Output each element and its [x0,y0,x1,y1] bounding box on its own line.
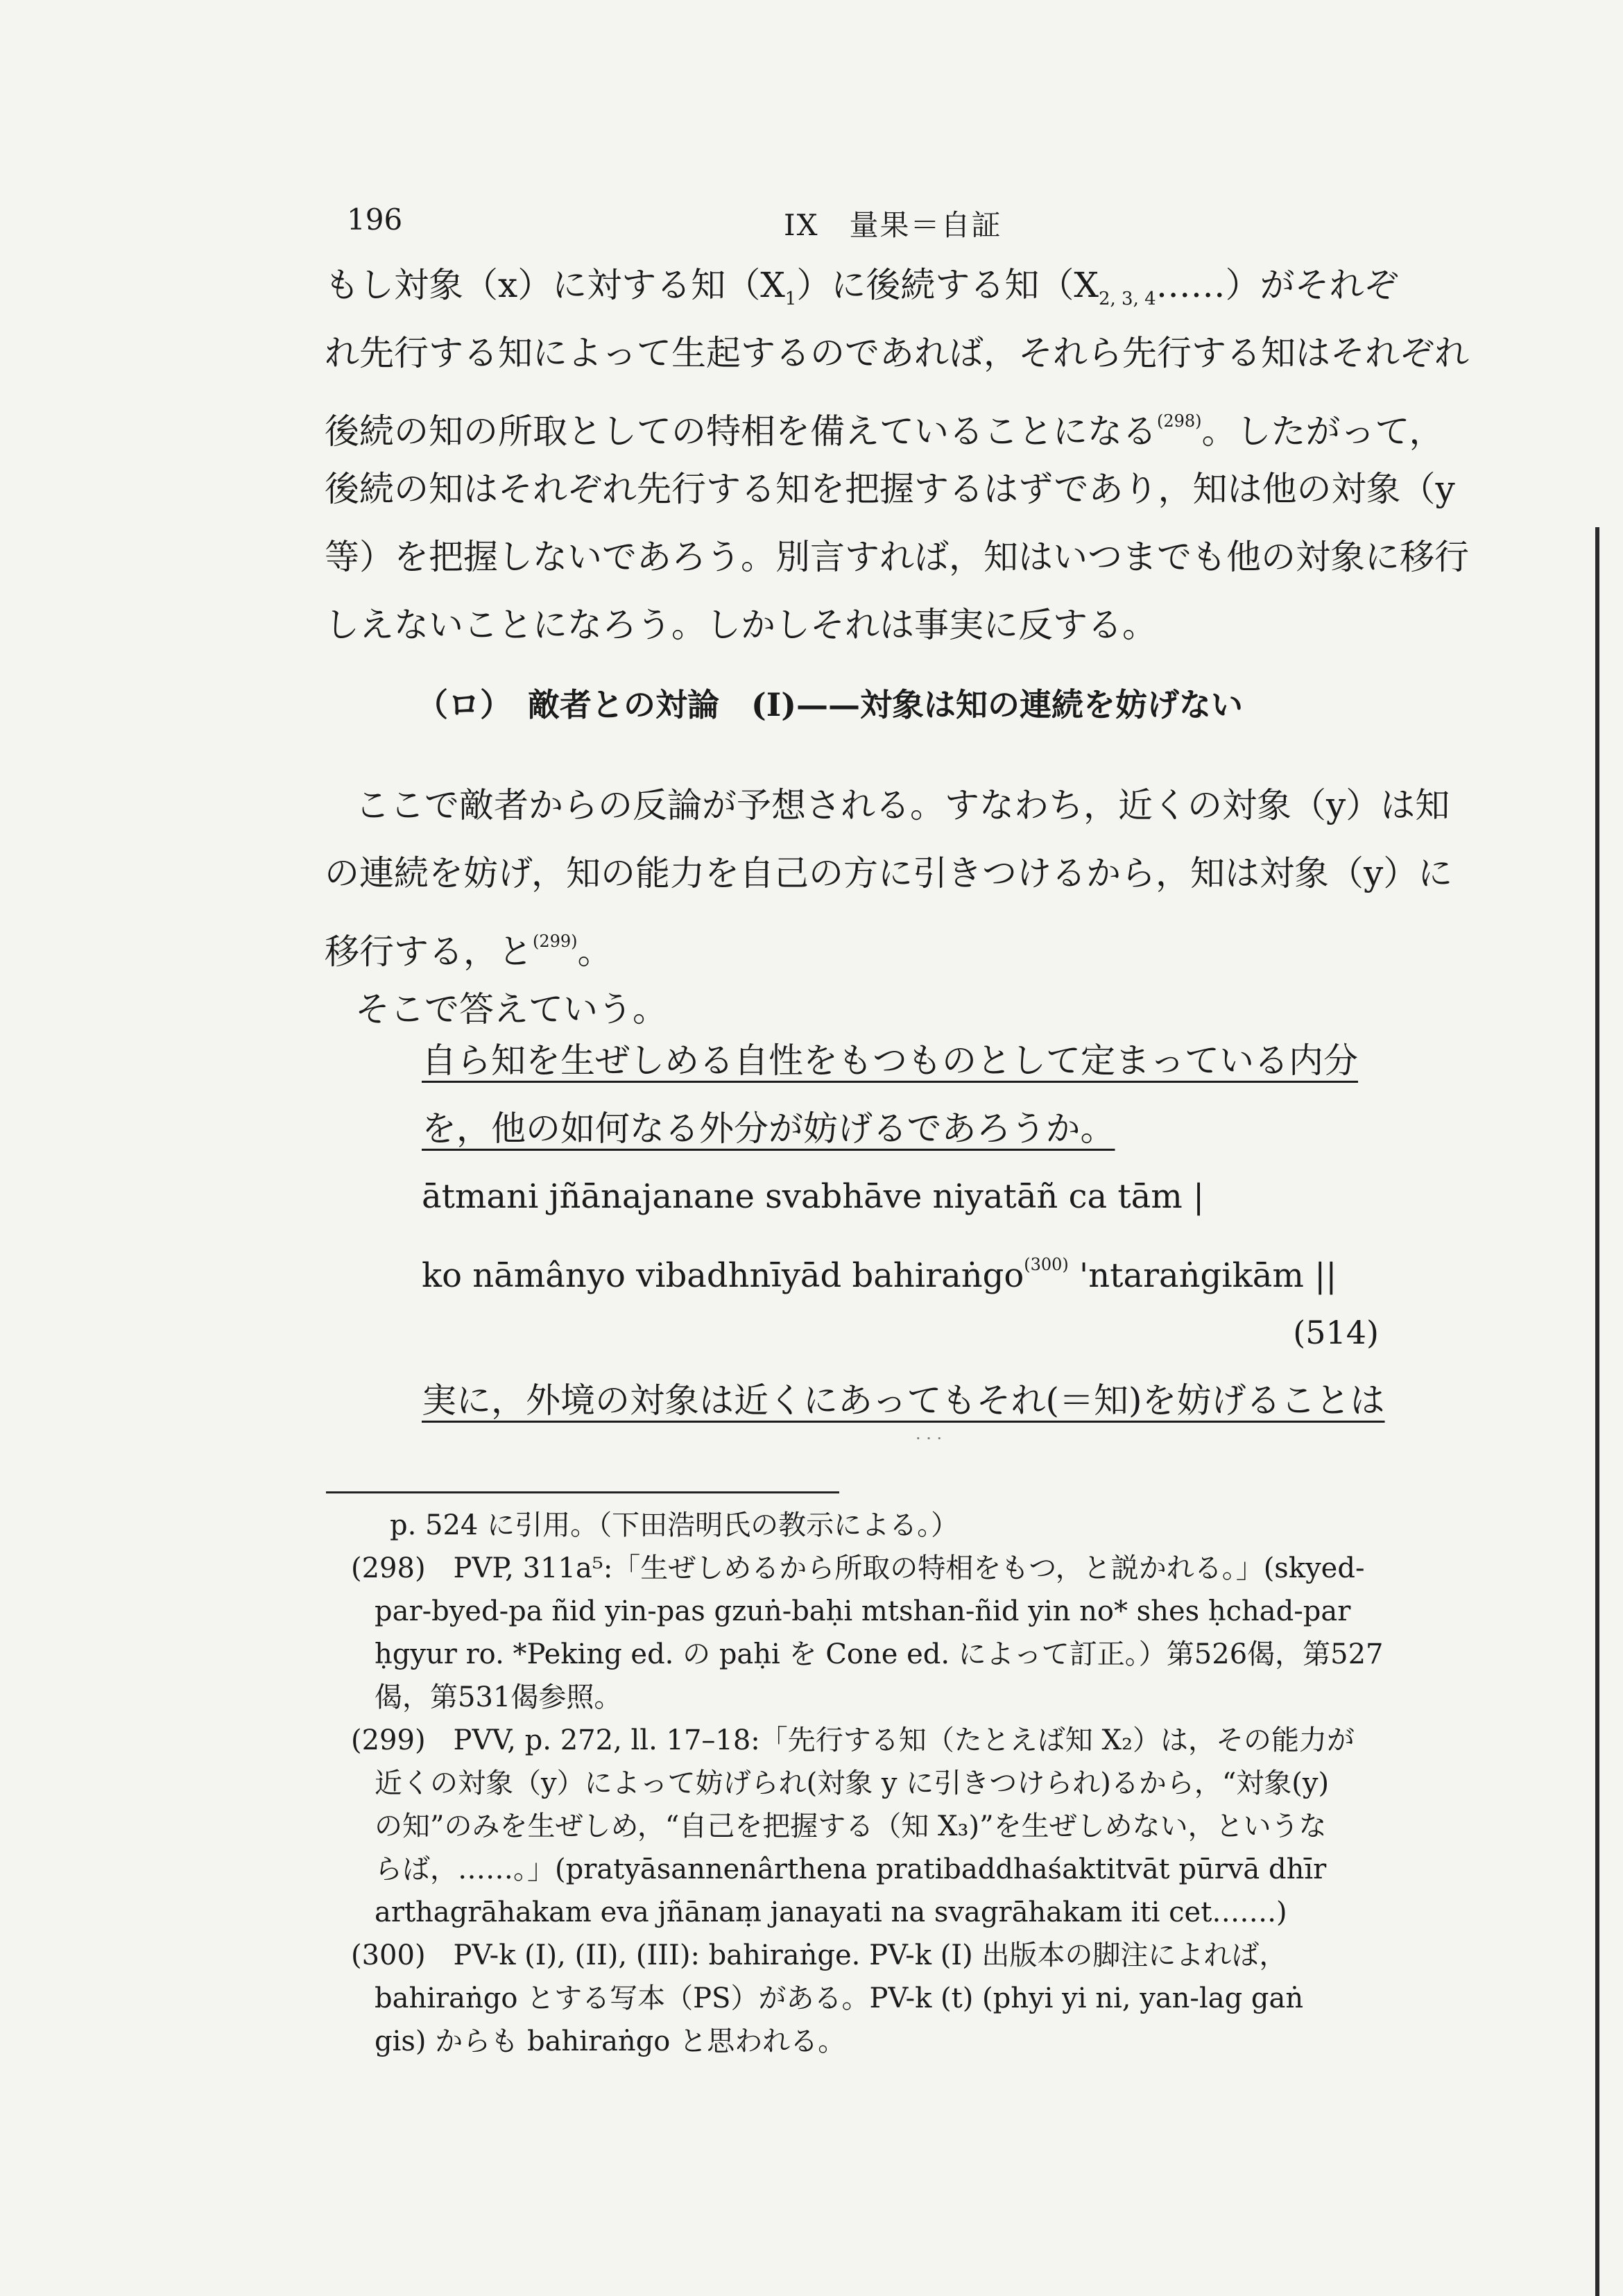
footnote-line: (299) PVV, p. 272, ll. 17–18:「先行する知（たとえば知 X₂）は，その能力が [351,1724,1355,1756]
footnote-300 [351,1934,1454,2063]
quote-jp-line [422,1095,1393,1163]
footnote-continuation: p. 524 に引用。（下田浩明氏の教示による。） [390,1509,959,1541]
footnote-line: 近くの対象（y）によって妨げられ(対象 y に引きつけられ)るから，“対象(y) [375,1767,1330,1799]
quote-jp-line [422,1027,1393,1095]
text-run: 。したがって， [1201,411,1444,452]
page-number: 196 [347,203,403,237]
subscript: 2, 3, 4 [1098,289,1156,309]
footnote-line: ḥgyur ro. *Peking ed. の paḥi を Cone ed. によって訂正。）第526偈，第527 [375,1638,1384,1670]
footnote-line: (298) PVP, 311a⁵:「生ぜしめるから所取の特相をもつ，と説かれる。」(skyed- [351,1552,1365,1584]
page-header [326,196,1436,244]
quote-jp-line [422,1367,1393,1434]
text-line: そこで答えていう。 [355,989,667,1029]
subscript: 1 [784,289,797,309]
text-line: ここで敵者からの反論が予想される。すなわち，近くの対象（y）は知 [355,785,1450,825]
footnote-line: (300) PV-k (I), (II), (III): bahiraṅge. PV-k (I) 出版本の脚注によれば， [351,1939,1287,1971]
paragraph-objects-continuity [325,251,1469,659]
text-run: ko nāmânyo vibadhnīyād bahiraṅgo [422,1256,1024,1295]
text-run: 移行する，と [325,932,533,972]
footnote-299 [351,1719,1454,1934]
text-line: の連続を妨げ，知の能力を自己の方に引きつけるから，知は対象（y）に [325,853,1453,893]
footnotes [351,1504,1454,2063]
footnote-line: par-byed-pa ñid yin-pas gzuṅ-baḥi mtshan-ñid yin no* shes ḥchad-par [375,1595,1351,1627]
text-line: れ先行する知によって生起するのであれば，それら先行する知はそれぞれ [325,333,1469,373]
footnote-ref-299[interactable]: (299) [533,932,578,951]
text-run: 後続の知の所取としての特相を備えていることになる [325,411,1157,452]
text-line: しえないことになろう。しかしそれは事実に反する。 [325,605,1157,645]
text-line: 等）を把握しないであろう。別言すれば，知はいつまでも他の対象に移行 [325,537,1469,577]
text-run: 。 [577,932,612,972]
footnote-line: bahiraṅgo とする写本（PS）がある。PV-k (t) (phyi yi ni, yan-lag gaṅ [375,1982,1304,2014]
text-line [325,251,1448,319]
section-heading: （ロ） 敵者との対論 (I)——対象は知の連続を妨げない [416,686,1244,723]
sanskrit-verse-line: ātmani jñānajanane svabhāve niyatāñ ca tām | [422,1177,1205,1216]
footnote-ref-298[interactable]: (298) [1157,411,1202,431]
footnote-rule [326,1491,839,1493]
text-run: ……）がそれぞ [1156,265,1399,305]
sanskrit-verse-line [422,1231,1393,1299]
underlined-translation: を，他の如何なる外分が妨げるであろうか。 [422,1108,1115,1149]
footnote-line: arthagrāhakam eva jñānaṃ janayati na svagrāhakam iti cet…….) [375,1896,1287,1928]
running-head: IX 量果＝自証 [784,208,1002,242]
paragraph-opponent-objection [325,771,1453,1043]
text-line: 後続の知はそれぞれ先行する知を把握するはずであり，知は他の対象（y [325,469,1455,509]
text-line [325,387,1448,455]
text-run: 'ntaraṅgikām || [1068,1256,1337,1295]
footnote-line: の知”のみを生ぜしめ，“自己を把握する（知 X₃)”を生ぜしめない，というな [375,1810,1327,1842]
text-run: ）に後続する知（X [796,265,1099,305]
footnote-line: gis) からも bahiraṅgo と思われる。 [375,2025,846,2057]
underlined-translation: 実に，外境の対象は近くにあってもそれ(＝知)を妨げることは [422,1380,1385,1421]
text-line [325,907,1448,975]
continuation-dots: · · · [916,1429,943,1448]
footnote-298 [351,1547,1454,1719]
text-run: もし対象（x）に対する知（X [325,265,785,305]
footnote-ref-300[interactable]: (300) [1024,1255,1069,1274]
footnote-line: らば，……。」(pratyāsannenârthena pratibaddhaśaktitvāt pūrvā dhīr [375,1853,1327,1885]
verse-number: (514) [1293,1314,1379,1351]
underlined-translation: 自ら知を生ぜしめる自性をもつものとして定まっている内分 [422,1040,1358,1081]
footnote-line: 偈，第531偈参照。 [375,1681,622,1713]
scan-edge-shadow [1595,527,1599,2296]
verse-quote-block [422,1027,1393,1434]
